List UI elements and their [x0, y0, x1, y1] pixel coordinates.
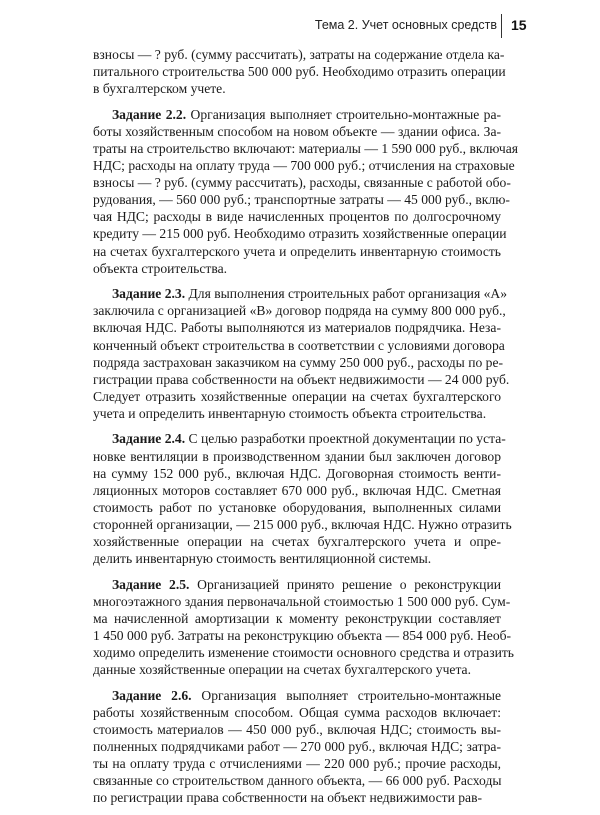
- text-line: связанные со строительством данного объекта, — 66 000 руб. Расходы: [93, 773, 502, 789]
- continuation-paragraph: [93, 46, 506, 97]
- text-line: полненных подрядчиками работ — 270 000 руб., включая НДС; затра-: [93, 739, 501, 755]
- text-line: делить инвентарную стоимость вентиляционной системы.: [93, 551, 432, 567]
- text-line: рудования, — 560 000 руб.; транспортные затраты — 45 000 руб., вклю-: [93, 192, 510, 208]
- text-line: [93, 285, 508, 302]
- task-label: Задание 2.3.: [112, 286, 186, 302]
- task-label: Задание 2.6.: [112, 687, 192, 703]
- text-line: [93, 576, 501, 593]
- page-number: 15: [511, 17, 527, 33]
- text-line: стоимость работ по установке оборудования, выполненных силами: [93, 499, 501, 515]
- text-line: боты хозяйственным способом на новом объекте — здании офиса. За-: [93, 123, 501, 139]
- text-line: стоимость материалов — 450 000 руб., включая НДС; стоимость вы-: [93, 721, 501, 737]
- text-line: гистрации права собственности на объект недвижимости — 24 000 руб.: [93, 371, 510, 387]
- task-paragraph: [93, 687, 501, 807]
- text-line: конченный объект строительства в соответствии с условиями договора: [93, 337, 505, 353]
- line-text: Организация выполняет строительно-монтажные: [191, 687, 501, 703]
- text-line: по регистрации права собственности на объект недвижимости рав-: [93, 790, 483, 806]
- text-line: заключила с организацией «В» договор подряда на сумму 800 000 руб.,: [93, 303, 506, 319]
- text-line: учета и определить инвентарную стоимость объекта строительства.: [93, 405, 487, 421]
- text-line: кредиту — 215 000 руб. Необходимо отразить хозяйственные операции: [93, 226, 507, 242]
- text-line: [93, 106, 501, 123]
- text-line: в бухгалтерском учете.: [93, 81, 226, 97]
- text-line: на счетах бухгалтерского учета и определить инвентарную стоимость: [93, 243, 501, 259]
- chapter-title: Тема 2. Учет основных средств: [314, 18, 497, 32]
- task-paragraph: [93, 576, 514, 679]
- text-line: [93, 687, 501, 704]
- text-line: траты на строительство включают: материалы — 1 590 000 руб., включая: [93, 140, 519, 156]
- task-label: Задание 2.5.: [112, 576, 190, 592]
- line-text: Для выполнения строительных работ организация «А»: [185, 286, 508, 302]
- text-line: взносы — ? руб. (сумму рассчитать), затраты на содержание отдела ка-: [93, 47, 505, 62]
- text-line: данные хозяйственные операции на счетах бухгалтерского учета.: [93, 662, 471, 678]
- text-line: хозяйственные операции на счетах бухгалтерского учета и опре-: [93, 534, 501, 550]
- line-text: Организация выполняет строительно-монтажные ра-: [186, 106, 501, 122]
- task-paragraph: [93, 430, 512, 567]
- text-line: питального строительства 500 000 руб. Необходимо отразить операции: [93, 64, 506, 80]
- text-line: чая НДС; расходы в виде начисленных процентов по долгосрочному: [93, 209, 501, 225]
- page-body: [93, 46, 519, 815]
- task-label: Задание 2.4.: [112, 431, 186, 447]
- text-line: работы хозяйственным способом. Общая сумма расходов включает:: [93, 704, 501, 720]
- text-line: ходимо определить изменение стоимости основного средства и отразить: [93, 645, 514, 661]
- line-text: Организацией принято решение о реконструкции: [189, 576, 501, 592]
- task-label: Задание 2.2.: [112, 106, 187, 122]
- text-line: НДС; расходы на оплату труда — 700 000 руб.; отчисления на страховые: [93, 158, 515, 174]
- text-line: [93, 430, 506, 447]
- text-line: 1 450 000 руб. Затраты на реконструкцию объекта — 854 000 руб. Необ-: [93, 628, 512, 643]
- text-line: ты на оплату труда с отчислениями — 220 000 руб.; прочие расходы,: [93, 756, 501, 772]
- running-header: [0, 14, 600, 38]
- text-line: новке вентиляции в производственном здании был заключен договор: [93, 448, 501, 464]
- text-line: многоэтажного здания первоначальной стоимостью 1 500 000 руб. Сум-: [93, 593, 511, 609]
- task-paragraph: [93, 285, 510, 422]
- text-line: ляционных моторов составляет 670 000 руб., включая НДС. Сметная: [93, 482, 501, 498]
- header-divider: [501, 14, 502, 38]
- line-text: С целью разработки проектной документации по уста-: [185, 431, 506, 447]
- text-line: сторонней организации, — 215 000 руб., включая НДС. Нужно отразить: [93, 516, 512, 532]
- text-line: подряда застрахован заказчиком на сумму 250 000 руб., расходы по ре-: [93, 354, 504, 370]
- text-line: включая НДС. Работы выполняются из материалов подрядчика. Неза-: [93, 320, 501, 336]
- text-line: взносы — ? руб. (сумму рассчитать), расходы, связанные с работой обо-: [93, 175, 511, 191]
- text-line: Следует отразить хозяйственные операции на счетах бухгалтерского: [93, 388, 501, 404]
- text-line: на сумму 152 000 руб., включая НДС. Договорная стоимость венти-: [93, 465, 501, 481]
- text-line: ма начисленной амортизации к моменту реконструкции составляет: [93, 610, 501, 626]
- text-line: объекта строительства.: [93, 260, 228, 276]
- task-paragraph: [93, 106, 519, 277]
